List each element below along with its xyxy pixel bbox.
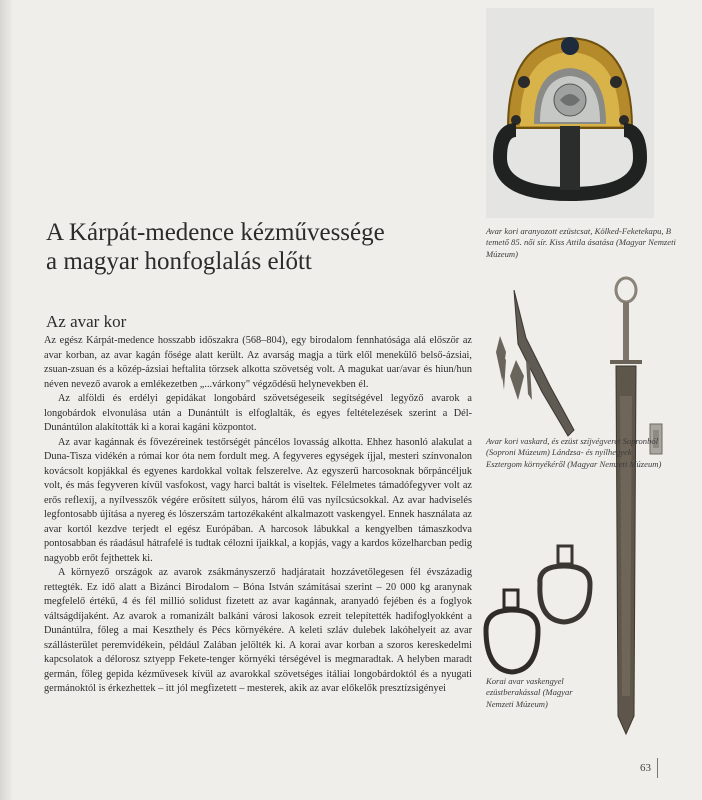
page-number: 63 bbox=[640, 762, 651, 774]
page-title bbox=[46, 218, 476, 276]
stirrups-caption: Korai avar vaskengyel ezüstberakással (Magyar Nemzeti Múzeum) bbox=[486, 676, 573, 709]
title-line-1: A Kárpát-medence kézművessége bbox=[46, 219, 385, 246]
buckle-caption: Avar kori aranyozott ezüstcsat, Kölked-Feketekapu, B temető 85. női sír. Kiss Attila ásatása (Magyar Nemzeti Múzeum) bbox=[486, 226, 676, 259]
buckle-photo bbox=[486, 8, 654, 218]
weapons-caption: Avar kori vaskard, és ezüst szíjvégveret Sopronból (Soproni Múzeum) Lándzsa- és nyílhegyek Esztergom környékéről (Magyar Nemzeti Múzeum) bbox=[486, 436, 662, 469]
body-text bbox=[44, 334, 472, 697]
stirrups-image bbox=[482, 544, 622, 676]
paragraph: Az avar kagánnak és fővezéreinek testőrségét páncélos lovasság alkotta. Ehhez hasonló alakulat a Duna-Tisza vidékén a római kor óta nem fordult meg. A fegyveres egységek íjjal, mesteri színvonalon kovácsolt kopjákkal és egyenes kardokkal voltak felszerelve. Az egyszerű harcosoknak bőrpáncéljuk volt, és más fegyveren kívül vasfokost, vagy harci baltát is viseltek. Félelmetes támadófegyver volt az erős reflexíj, a nyílvesszők végére erősített súlyos, három élű vas nyílcsúcsokkal. Az avar hadviselés legfontosabb újítása a nyereg és lószerszám tartozékaként alkalmazott vaskengyel. Ennek használata az avar kortól kezdve terjedt el egész Európában. A harcosok lábukkal a kengyelben támaszkodva pontosabban és ráadásul hátrafelé is tudtak célozni íjaikkal, a kopjás, vagy a kardos közelharcban pedig nagyobb erőt fejthettek ki. bbox=[44, 436, 472, 564]
paragraph: A környező országok az avarok zsákmányszerző hadjáratait hozzávetőlegesen fél évszázadig rettegték. Ez idő alatt a Bizánci Birodalom – Bóna István számításai szerint – 20 000 kg aranynak megfelelő értékű, 4 és fél millió solidust fizetett az avar kagánnak, aranyadó fejében és a foglyok váltságdíjaként. Az avarok a romanizált balkáni városi lakosok ezreit telepítették hadifoglyokként a Dunántúlra, főleg a mai Keszthely és Pécs környékére. A keleti szláv dulebek lakóhelyeit az avar szállásterület peremvidékein, például Zalában jelölték ki. A korai avar korban a szoros kereskedelmi kapcsolatok a délorosz sztyepp Fekete-tenger környéki térségével is megmaradtak. A helyben maradt germán, főleg gepida kézművesek kívül az avarokkal szövetséges itáliai longobárdoktól és a nyugati germánoktól is érkezhettek – itt jól megfizetett – mesterek, akik az avar előkelők presztízsigényei bbox=[44, 567, 472, 694]
paragraph: Az egész Kárpát-medence hosszabb időszakra (568–804), egy birodalom fennhatósága alá először az avar korban, az avar kagán fősége alatt került. Az avarság magja a türk elől menekülő belső-ázsiai, zsuan-zsuan és a közép-ázsiai heftalita törzsek alkotta szövetség volt. A magukat uar/avar és hiun/hun néven nevező avarok a emlékezetben „...várkony" végződésű helynevekben él. bbox=[44, 335, 472, 390]
section-heading: Az avar kor bbox=[46, 312, 127, 331]
title-line-2: a magyar honfoglalás előtt bbox=[46, 248, 312, 275]
page-number-rule bbox=[657, 758, 658, 778]
spine-shadow bbox=[0, 0, 14, 800]
paragraph: Az alföldi és erdélyi gepidákat longobárd szövetségeseik segítségével legyőző avarok a longobárdok elvonulása után a Dunántúlt is elfoglalták, és egyes feltételezések szerint a Dél-Dunántúlon alakították ki a korai kagáni központot. bbox=[44, 393, 472, 433]
spear-arrowheads-image bbox=[488, 290, 588, 440]
buckle-image bbox=[486, 8, 654, 218]
